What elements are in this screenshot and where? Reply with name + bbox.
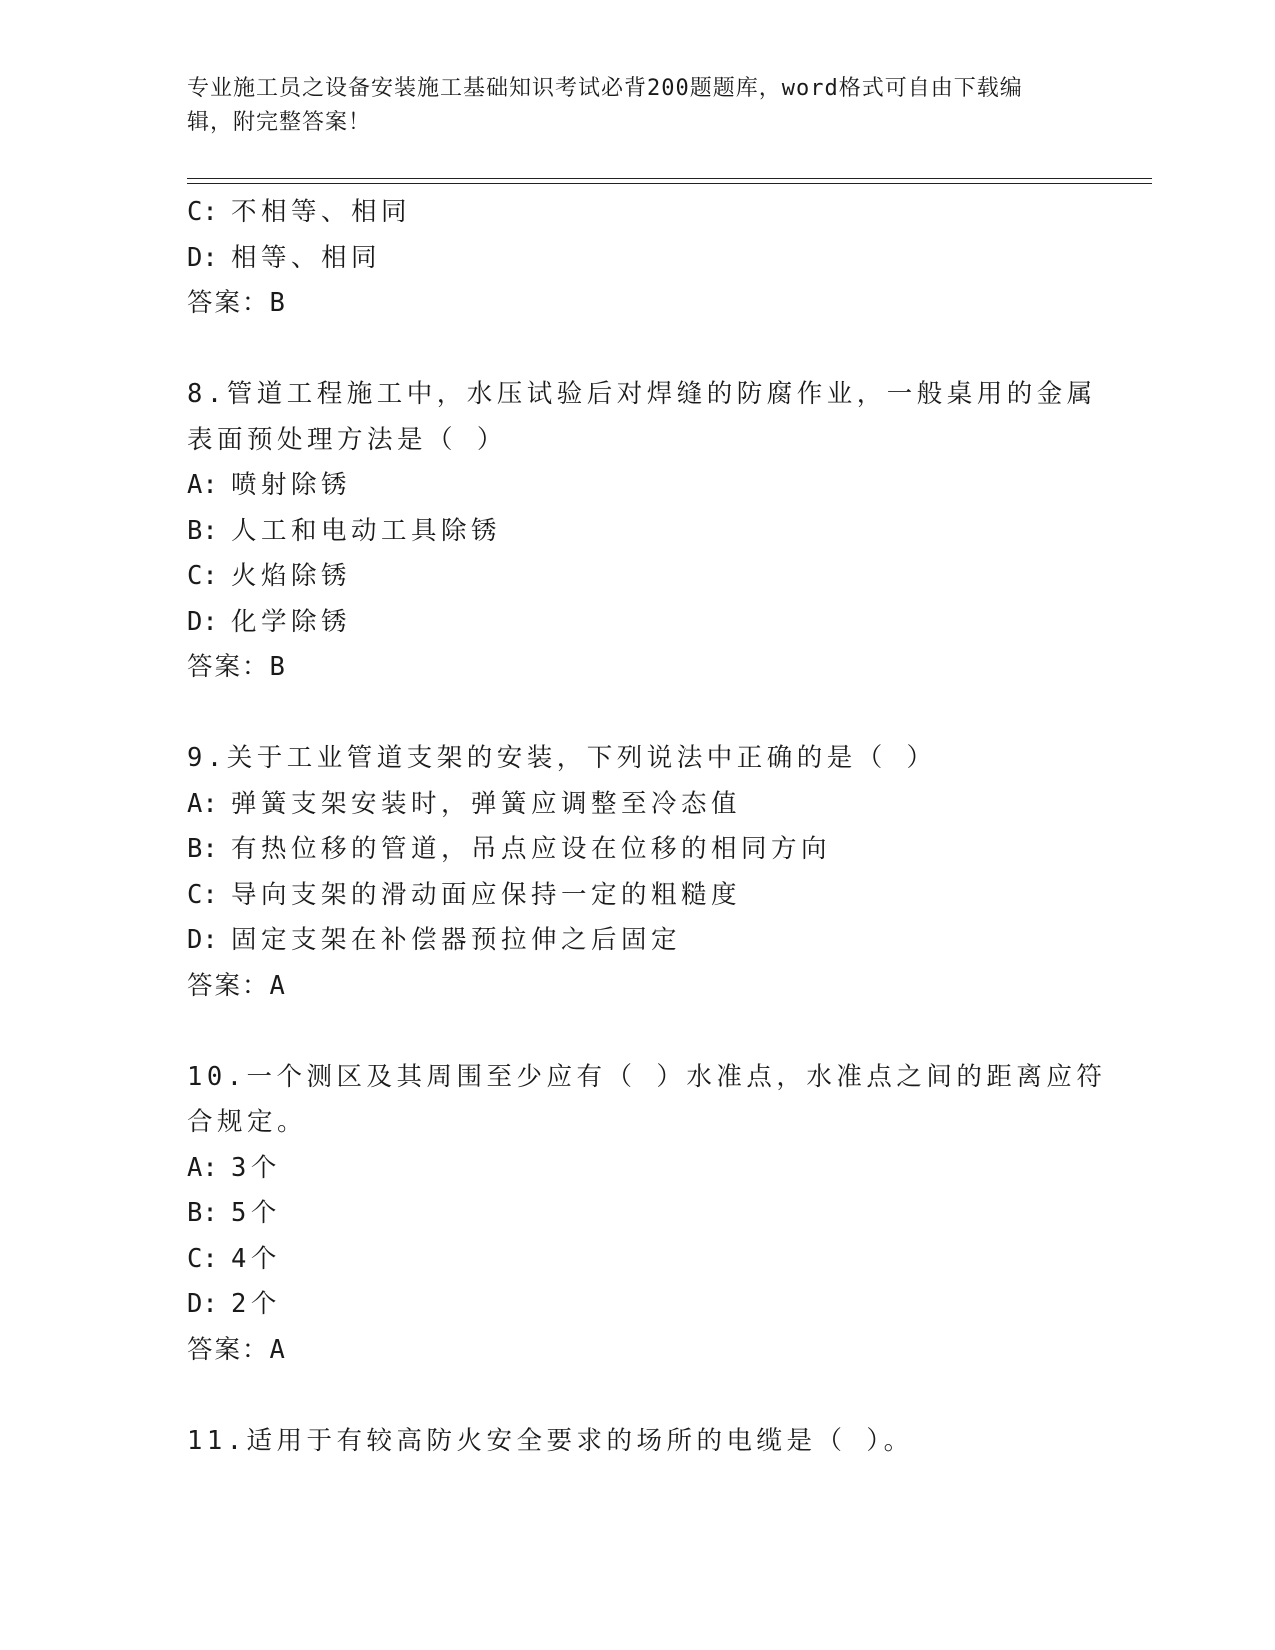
option-text: 3个 (231, 1152, 281, 1183)
option-letter: A: (187, 788, 218, 819)
option-text: 不相等、相同 (231, 197, 412, 227)
option-letter: C: (187, 197, 218, 227)
option-text: 人工和电动工具除锈 (231, 515, 502, 546)
option-text: 5个 (231, 1198, 281, 1228)
header-divider-top (187, 178, 1152, 179)
answer-line (187, 645, 1087, 691)
document-title: 专业施工员之设备安装施工基础知识考试必背200题题库，word格式可自由下载编辑，附完整答案！ (187, 76, 1023, 135)
question-8-continuation: 表面预处理方法是（ ） (187, 424, 507, 455)
option-d (187, 236, 1087, 282)
answer-label: 答案： (187, 970, 270, 1001)
option-text: 4个 (231, 1243, 281, 1274)
question-10-continuation: 合规定。 (187, 1107, 308, 1137)
option-a (187, 782, 1087, 828)
option-b (187, 827, 1087, 873)
question-9-text: 9.关于工业管道支架的安装，下列说法中正确的是（ ） (187, 743, 937, 773)
answer-value: A (269, 970, 287, 1001)
page-header (187, 72, 1067, 140)
answer-line (187, 964, 1087, 1010)
option-a (187, 463, 1087, 509)
option-text: 2个 (231, 1289, 281, 1319)
option-text: 化学除锈 (231, 606, 352, 637)
option-c (187, 873, 1087, 919)
option-letter: D: (187, 925, 218, 955)
answer-label: 答案： (187, 652, 270, 682)
option-text: 弹簧支架安装时，弹簧应调整至冷态值 (231, 788, 742, 819)
option-a (187, 1146, 1087, 1192)
header-divider-bottom (187, 183, 1152, 184)
option-d (187, 1282, 1087, 1328)
answer-value: A (269, 1334, 287, 1365)
option-letter: B: (187, 834, 218, 864)
answer-line (187, 1328, 1087, 1374)
option-letter: D: (187, 1289, 218, 1319)
option-b (187, 1191, 1087, 1237)
answer-value: B (269, 288, 287, 318)
option-text: 喷射除锈 (231, 470, 352, 500)
answer-label: 答案： (187, 288, 270, 318)
option-c (187, 1237, 1087, 1283)
option-d (187, 600, 1087, 646)
option-letter: C: (187, 1243, 218, 1274)
option-letter: D: (187, 242, 218, 273)
option-text: 有热位移的管道，吊点应设在位移的相同方向 (231, 834, 832, 864)
option-letter: A: (187, 470, 218, 500)
question-11-text: 11.适用于有较高防火安全要求的场所的电缆是（ ）。 (187, 1425, 914, 1456)
option-b (187, 509, 1087, 555)
option-letter: D: (187, 606, 218, 637)
question-10-text: 10.一个测区及其周围至少应有（ ）水准点，水准点之间的距离应符 (187, 1061, 1107, 1092)
option-text: 相等、相同 (231, 242, 382, 273)
option-letter: B: (187, 515, 218, 546)
answer-line (187, 281, 1087, 327)
option-letter: B: (187, 1198, 218, 1228)
answer-label: 答案： (187, 1334, 270, 1365)
option-c (187, 554, 1087, 600)
option-text: 固定支架在补偿器预拉伸之后固定 (231, 925, 682, 955)
answer-value: B (269, 652, 287, 682)
question-content (187, 190, 1107, 1464)
option-text: 火焰除锈 (231, 561, 352, 591)
option-d (187, 918, 1087, 964)
option-letter: C: (187, 879, 218, 910)
option-letter: A: (187, 1152, 218, 1183)
option-letter: C: (187, 561, 218, 591)
option-c (187, 190, 1087, 236)
question-8-text: 8.管道工程施工中，水压试验后对焊缝的防腐作业，一般桌用的金属 (187, 379, 1097, 409)
option-text: 导向支架的滑动面应保持一定的粗糙度 (231, 879, 742, 910)
